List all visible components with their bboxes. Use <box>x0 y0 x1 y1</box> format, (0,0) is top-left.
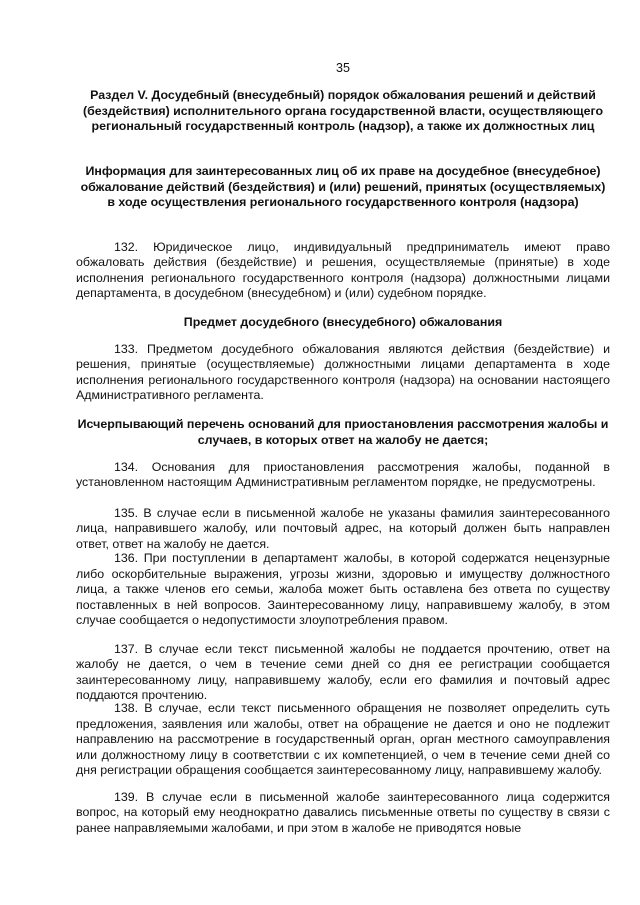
paragraph-137: 137. В случае если текст письменной жалобы не поддается прочтению, ответ на жалобу не дается, о чем в течение семи дней со дня ее регистрации сообщается заинтересованному лицу, направившему жалобу, если его фамилия и почтовый адрес поддаются прочтению. <box>76 642 610 703</box>
paragraph-135: 135. В случае если в письменной жалобе не указаны фамилия заинтересованного лица, направившего жалобу, или почтовый адрес, на который должен быть направлен ответ, ответ на жалобу не дается. <box>76 506 610 551</box>
info-heading: Информация для заинтересованных лиц об их праве на досудебное (внесудебное) обжалование действий (бездействия) и (или) решений, принятых (осуществляемых) в ходе осуществления регионального государственного контроля (надзора) <box>80 164 606 209</box>
section-title: Раздел V. Досудебный (внесудебный) порядок обжалования решений и действий (бездействия) исполнительного органа государственной власти, осуществляющего региональный государственный контроль (надзор), а также их должностных лиц <box>82 88 604 133</box>
paragraph-139: 139. В случае если в письменной жалобе заинтересованного лица содержится вопрос, на который ему неоднократно давались письменные ответы по существу в связи с ранее направляемыми жалобами, и при этом в жалобе не приводятся новые <box>76 790 610 835</box>
subject-heading: Предмет досудебного (внесудебного) обжалования <box>183 315 503 329</box>
paragraph-134: 134. Основания для приостановления рассмотрения жалобы, поданной в установленном настоящим Административным регламентом порядке, не предусмотрены. <box>76 460 610 490</box>
paragraph-136: 136. При поступлении в департамент жалобы, в которой содержатся нецензурные либо оскорбительные выражения, угрозы жизни, здоровью и имуществу должностного лица, а также членов его семьи, жалоба может быть оставлена без ответа по существу поставленных в ней вопросов. Заинтересованному лицу, направившему жалобу, в этом случае сообщается о недопустимости злоупотребления правом. <box>76 551 610 628</box>
grounds-heading: Исчерпывающий перечень оснований для приостановления рассмотрения жалобы и случаев, в которых ответ на жалобу не дается; <box>77 417 609 447</box>
paragraph-132: 132. Юридическое лицо, индивидуальный предприниматель имеют право обжаловать действия (бездействие) и решения, осуществляемые (принятые) в ходе исполнения регионального государственного контроля (надзора) должностными лицами департамента, в досудебном (внесудебном) и (или) судебном порядке. <box>76 240 610 301</box>
paragraph-138: 138. В случае, если текст письменного обращения не позволяет определить суть предложения, заявления или жалобы, ответ на обращение не дается и оно не подлежит направлению на рассмотрение в государственный орган, орган местного самоуправления или должностному лицу в соответствии с их компетенцией, о чем в течение семи дней со дня регистрации обращения сообщается заинтересованному лицу, направившему жалобу. <box>76 701 610 778</box>
page-number: 35 <box>336 61 350 75</box>
paragraph-133: 133. Предметом досудебного обжалования являются действия (бездействие) и решения, принятые (осуществляемые) должностными лицами департамента в ходе исполнения регионального государственного контроля (надзора) на основании настоящего Административного регламента. <box>76 342 610 403</box>
